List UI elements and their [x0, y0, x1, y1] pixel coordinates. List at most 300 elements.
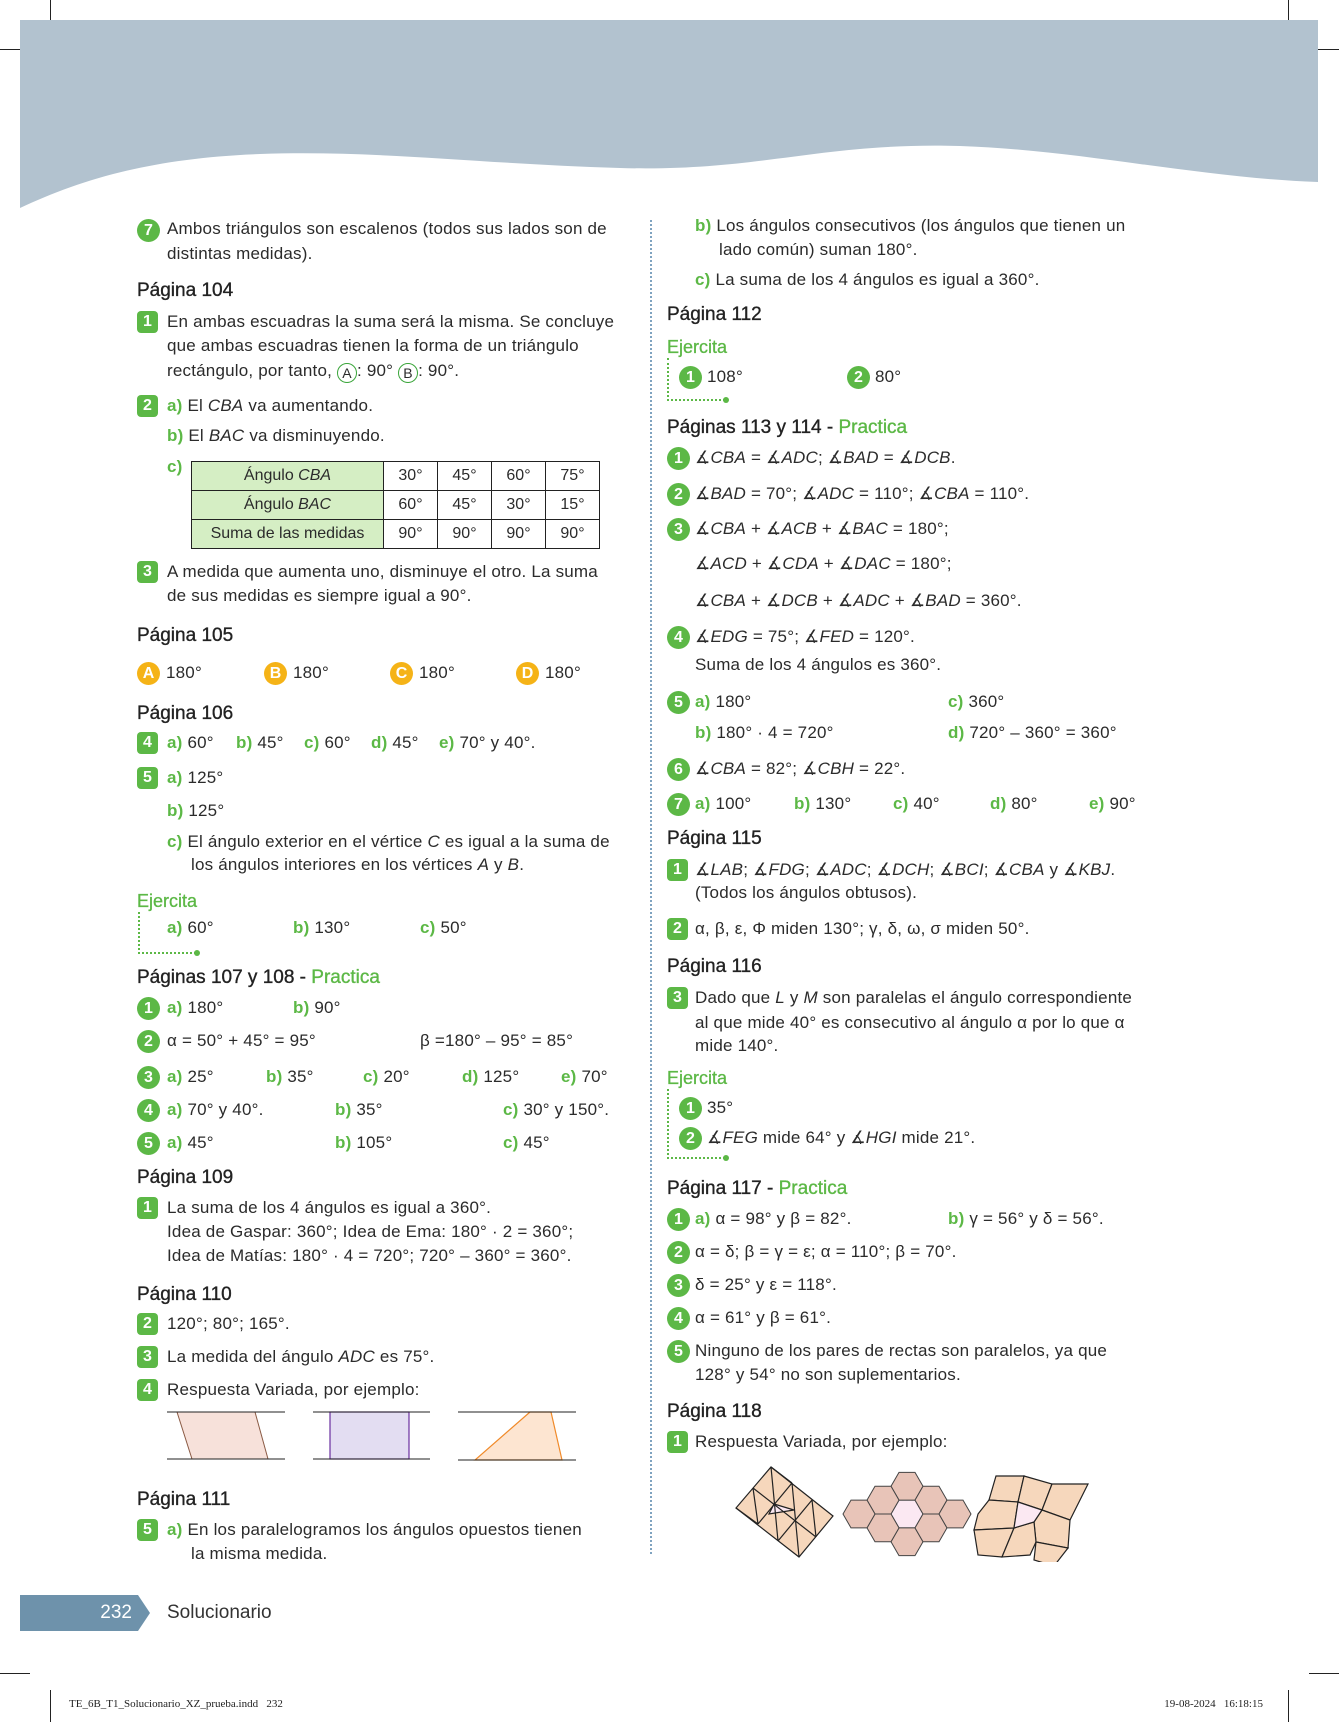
sub-item-label: e) — [439, 733, 455, 752]
text-segment: va disminuyendo. — [244, 426, 385, 445]
answer-line — [167, 1197, 491, 1219]
text-segment: los ángulos interiores en los vértices — [191, 855, 478, 874]
math-variable: ADC — [338, 1347, 375, 1366]
sub-item-label: e) — [1089, 794, 1105, 813]
trapezoid-figure — [458, 1412, 576, 1460]
item-badge: 1 — [137, 997, 160, 1020]
text-segment: La medida del ángulo — [167, 1347, 339, 1366]
sub-item-label: a) — [695, 1209, 711, 1228]
math-variable: B — [507, 855, 520, 874]
parallel-lines-figures — [160, 1405, 590, 1467]
item-badge: 4 — [137, 1099, 160, 1122]
text-segment: ∡ — [695, 484, 711, 503]
triangle-tiling — [736, 1467, 833, 1557]
text-segment: = 22°. — [854, 759, 906, 778]
sub-item-label: c) — [503, 1100, 519, 1119]
section-heading: Página 118 — [667, 1401, 762, 1422]
text-segment: 25° — [182, 1067, 214, 1086]
text-segment: + ∡ — [746, 591, 782, 610]
answer-line — [695, 758, 905, 780]
answer-part — [420, 1030, 573, 1052]
text-segment: 90° — [1104, 794, 1136, 813]
text-segment: ; ∡ — [804, 860, 831, 879]
answer-part — [948, 691, 1004, 713]
sub-item-label: b) — [695, 216, 712, 235]
section-heading: Página 105 — [137, 625, 234, 646]
math-variable: HGI — [865, 1128, 897, 1147]
answer-part — [266, 1066, 314, 1088]
answer-line — [695, 987, 1132, 1009]
text-segment: es 75°. — [375, 1347, 435, 1366]
text-segment: mide 64° y ∡ — [758, 1128, 866, 1147]
table-row — [192, 520, 600, 549]
math-variable: ACB — [781, 519, 817, 538]
section-heading: Página 109 — [137, 1167, 234, 1188]
answer-line — [167, 360, 459, 383]
sub-item-label: b) — [167, 801, 184, 820]
text-segment: rectángulo, por tanto, — [167, 361, 337, 380]
text-segment: ∡ — [695, 759, 711, 778]
math-variable: BAD — [843, 448, 879, 467]
section-heading: Página 111 — [137, 1489, 231, 1510]
item-badge: 2 — [137, 395, 158, 417]
math-variable: DCB — [914, 448, 951, 467]
text-segment: + ∡ — [818, 554, 855, 573]
math-variable: C — [427, 832, 440, 851]
sub-item-label: b) — [266, 1067, 283, 1086]
item-badge: 2 — [847, 366, 870, 389]
answer-part — [503, 1132, 550, 1154]
answer-line — [167, 1379, 420, 1401]
sub-item-label: b) — [948, 1209, 965, 1228]
text-segment: 120°; 80°; 165°. — [167, 1314, 290, 1333]
hexagon-tiling — [843, 1472, 971, 1555]
answer-value: 180° — [293, 663, 329, 682]
table-row — [192, 462, 600, 491]
text-segment: ∡ — [695, 627, 711, 646]
answer-line — [695, 1241, 957, 1263]
answer-part — [371, 732, 419, 754]
text-segment: 20° — [378, 1067, 410, 1086]
text-segment: Los ángulos consecutivos (los ángulos que tienen un — [711, 216, 1126, 235]
text-segment: de sus medidas es siempre igual a 90°. — [167, 586, 472, 605]
pentagon-tiling — [974, 1476, 1088, 1562]
sub-item-label: c) — [503, 1133, 519, 1152]
ejercita-heading: Ejercita — [667, 1068, 728, 1088]
crop-mark — [0, 1673, 30, 1674]
text-segment: 35° — [707, 1098, 734, 1117]
text-segment: Ángulo — [243, 496, 299, 513]
answer-line — [695, 1431, 948, 1453]
text-segment: ∡ — [707, 1128, 723, 1147]
letter-badge: D — [516, 662, 539, 685]
sub-item-label: c) — [167, 832, 183, 851]
parallelogram-figure — [167, 1412, 285, 1459]
text-segment: 105° — [351, 1133, 393, 1152]
sub-item-label: b) — [335, 1133, 352, 1152]
sub-item-label: c) — [167, 457, 183, 476]
text-segment: . — [519, 855, 525, 874]
math-variable: ADC — [853, 591, 890, 610]
answer-line — [167, 585, 472, 607]
answer-line — [695, 1340, 1107, 1362]
sub-item-label: d) — [371, 733, 388, 752]
text-segment: ∡ — [695, 519, 711, 538]
column-divider — [650, 220, 652, 1554]
math-variable: LAB — [710, 860, 744, 879]
text-segment: α = 98° y β = 82°. — [710, 1209, 852, 1228]
text-segment: = ∡ — [878, 448, 915, 467]
math-variable: ADC — [817, 484, 855, 503]
text-segment: = 360°. — [960, 591, 1022, 610]
answer-part — [335, 1132, 392, 1154]
answer-line — [695, 882, 917, 904]
item-badge: 1 — [137, 1197, 158, 1219]
section-heading — [667, 1177, 847, 1201]
circled-letter: A — [337, 363, 357, 383]
text-segment: 60° — [182, 918, 214, 937]
text-segment: δ = 25° y ε = 118°. — [695, 1275, 837, 1294]
letter-badge: C — [390, 662, 413, 685]
text-segment: va aumentando. — [243, 396, 374, 415]
answer-line — [695, 269, 1040, 291]
math-variable: CBA — [298, 467, 332, 484]
crop-mark — [50, 1690, 51, 1722]
item-badge: 3 — [667, 987, 688, 1009]
item-badge: 5 — [667, 691, 690, 714]
table-row — [192, 491, 600, 520]
cell: 45° — [438, 491, 492, 520]
answer-line — [695, 447, 956, 469]
sub-item-label: d) — [462, 1067, 479, 1086]
text-segment: 128° y 54° no son suplementarios. — [695, 1365, 961, 1384]
text-segment: 360° — [963, 692, 1005, 711]
tiling-figures — [734, 1462, 1094, 1562]
answer-part — [167, 917, 214, 939]
cell: 15° — [546, 491, 600, 520]
item-badge: 3 — [137, 561, 158, 583]
item-badge: 5 — [667, 1340, 690, 1363]
answer-part — [167, 997, 223, 1019]
answer-part — [420, 917, 467, 939]
math-variable: BAC — [208, 426, 245, 445]
answer-part — [167, 767, 223, 789]
answer-line — [695, 1012, 1125, 1034]
item-badge: 5 — [137, 767, 158, 789]
text-segment: al que mide 40° es consecutivo al ángulo α por lo que α — [695, 1013, 1125, 1032]
answer-part — [561, 1066, 608, 1088]
answer-part — [503, 1099, 609, 1121]
text-segment: Idea de Gaspar: 360°; Idea de Ema: 180° · 2 = 360°; — [167, 1222, 574, 1241]
item-badge: 4 — [667, 626, 690, 649]
text-segment: ∡ — [695, 860, 711, 879]
item-badge: 6 — [667, 758, 690, 781]
text-segment: 125° — [183, 801, 225, 820]
answer-part — [439, 732, 536, 754]
section-heading: Página 116 — [667, 956, 762, 977]
math-variable: M — [803, 988, 818, 1007]
text-segment: + ∡ — [746, 554, 783, 573]
answer-line — [695, 590, 1022, 612]
text-segment: La suma de los 4 ángulos es igual a 360°. — [167, 1198, 492, 1217]
text-segment: 45° — [518, 1133, 550, 1152]
item-badge: 2 — [137, 1030, 160, 1053]
section-heading: Página 110 — [137, 1284, 232, 1305]
text-segment: γ = 56° y δ = 56°. — [964, 1209, 1104, 1228]
text-segment: (Todos los ángulos obtusos). — [695, 883, 918, 902]
text-segment: ∡ — [695, 448, 711, 467]
sub-item-label: c) — [363, 1067, 379, 1086]
text-segment: α = δ; β = γ = ε; α = 110°; β = 70°. — [695, 1242, 957, 1261]
text-segment: Dado que — [695, 988, 776, 1007]
sub-item-label: a) — [167, 1520, 183, 1539]
text-segment: El — [182, 396, 208, 415]
cell: 60° — [384, 491, 438, 520]
answer-part — [167, 1066, 214, 1088]
answer-line — [695, 1364, 961, 1386]
text-segment: 70° y 40°. — [454, 733, 536, 752]
text-segment: distintas medidas). — [167, 244, 313, 263]
math-variable: BAD — [710, 484, 747, 503]
text-segment: ∡ — [695, 591, 711, 610]
text-segment: La suma de los 4 ángulos es igual a 360°. — [710, 270, 1040, 289]
text-segment: 45° — [387, 733, 419, 752]
item-badge: 7 — [667, 793, 690, 816]
text-segment: Ninguno de los pares de rectas son paralelos, ya que — [695, 1341, 1108, 1360]
sub-item-label: b) — [335, 1100, 352, 1119]
math-variable: BAC — [298, 496, 332, 513]
text-segment: ∡ — [695, 554, 711, 573]
cell: 30° — [492, 491, 546, 520]
text-segment: ; ∡ — [929, 860, 955, 879]
answer-part — [893, 793, 940, 815]
answer-part — [167, 1099, 264, 1121]
sub-item-label: b) — [236, 733, 253, 752]
item-badge: 1 — [137, 311, 158, 333]
text-segment: 30° y 150°. — [518, 1100, 610, 1119]
text-segment: es igual a la suma de — [439, 832, 610, 851]
text-segment: = 180°; — [887, 519, 949, 538]
text-segment: + ∡ — [817, 591, 854, 610]
text-segment: Ambos triángulos son escalenos (todos sus lados son de — [167, 219, 607, 238]
answer-value: 180° — [166, 663, 202, 682]
answer-part — [293, 997, 341, 1019]
cell: 90° — [492, 520, 546, 549]
item-badge: 3 — [667, 1274, 690, 1297]
math-variable: L — [775, 988, 785, 1007]
item-badge: 7 — [137, 219, 160, 242]
answer-line — [719, 239, 918, 261]
math-variable: BAC — [852, 519, 888, 538]
circled-letter: B — [398, 363, 418, 383]
text-segment: mide 21°. — [896, 1128, 976, 1147]
section-heading — [137, 966, 380, 990]
item-badge: 1 — [667, 859, 688, 881]
math-variable: DCH — [892, 860, 930, 879]
text-segment: ; ∡ — [983, 860, 1010, 879]
math-variable: CBA — [710, 519, 747, 538]
item-badge: 3 — [137, 1346, 158, 1368]
sub-item-label: a) — [167, 1100, 183, 1119]
math-variable: CDA — [782, 554, 819, 573]
item-badge: 4 — [137, 1379, 158, 1401]
text-segment: = 180°; — [890, 554, 952, 573]
text-segment: 100° — [710, 794, 752, 813]
text-segment: 180° — [182, 998, 224, 1017]
sub-item-label: e) — [561, 1067, 577, 1086]
math-variable: CBA — [1009, 860, 1045, 879]
heading-text: Páginas 113 y 114 - — [667, 417, 839, 438]
cell: 90° — [546, 520, 600, 549]
text-segment: = 110°. — [969, 484, 1030, 503]
math-variable: DAC — [854, 554, 891, 573]
math-variable: CBA — [207, 396, 244, 415]
text-segment: 720° – 360° = 360° — [964, 723, 1117, 742]
text-segment: 45° — [252, 733, 284, 752]
sub-item-label: c) — [420, 918, 436, 937]
answer-part — [948, 1208, 1104, 1230]
answer-line — [695, 1274, 837, 1296]
slug-filename: TE_6B_T1_Solucionario_XZ_prueba.indd 232 — [69, 1698, 283, 1710]
text-segment: Respuesta Variada, por ejemplo: — [695, 1432, 948, 1451]
section-heading — [667, 416, 907, 440]
text-segment: + ∡ — [889, 591, 926, 610]
answer-part — [948, 722, 1117, 744]
sub-item-label: c) — [695, 270, 711, 289]
text-segment: El ángulo exterior en el vértice — [182, 832, 428, 851]
answer-part — [236, 732, 284, 754]
text-segment: y ∡ — [1044, 860, 1079, 879]
text-segment: Idea de Matías: 180° · 4 = 720°; 720° – 360° = 360°. — [167, 1246, 572, 1265]
cell: 60° — [492, 462, 546, 491]
text-segment: α = 50° + 45° = 95° — [167, 1031, 316, 1050]
math-variable: ADC — [830, 860, 867, 879]
text-segment: la misma medida. — [191, 1544, 328, 1563]
item-badge: 2 — [667, 483, 690, 506]
text-segment: A medida que aumenta uno, disminuye el otro. La suma — [167, 562, 598, 581]
text-segment: + ∡ — [746, 519, 782, 538]
item-badge: 3 — [137, 1066, 160, 1089]
item-badge: 1 — [667, 1431, 688, 1453]
text-segment: = 110°; ∡ — [854, 484, 935, 503]
sub-item-label: c) — [304, 733, 320, 752]
text-segment: : 90°. — [418, 361, 460, 380]
answer-line — [167, 456, 183, 478]
text-segment: 45° — [182, 1133, 214, 1152]
text-segment: 35° — [282, 1067, 314, 1086]
answer-line — [167, 243, 313, 265]
text-segment: son paralelas el ángulo correspondiente — [817, 988, 1133, 1007]
item-badge: 2 — [667, 1241, 690, 1264]
text-segment: = 120°. — [854, 627, 915, 646]
section-heading: Página 115 — [667, 828, 762, 849]
text-segment: 180° — [710, 692, 752, 711]
text-segment: 60° — [319, 733, 351, 752]
text-segment: ; ∡ — [743, 860, 769, 879]
answer-part — [293, 917, 350, 939]
answer-line — [167, 1221, 573, 1243]
answer-part — [695, 691, 751, 713]
answer-line — [695, 859, 1115, 881]
math-variable: FEG — [722, 1128, 758, 1147]
text-segment: 130° — [309, 918, 351, 937]
sub-item-label: b) — [695, 723, 712, 742]
text-segment: ; ∡ — [866, 860, 893, 879]
answer-line — [695, 553, 952, 575]
text-segment: : 90° — [357, 361, 399, 380]
answer-line — [167, 425, 385, 447]
sub-item-label: a) — [167, 1133, 183, 1152]
math-variable: CBA — [710, 759, 747, 778]
text-segment: 125° — [182, 768, 224, 787]
ejercita-heading: Ejercita — [137, 891, 198, 911]
text-segment: 60° — [182, 733, 214, 752]
text-segment: y — [784, 988, 804, 1007]
answer-value: 180° — [545, 663, 581, 682]
answer-part — [335, 1099, 383, 1121]
sub-item-label: a) — [167, 768, 183, 787]
rectangle-figure — [313, 1412, 430, 1459]
text-segment: 70° — [576, 1067, 608, 1086]
item-badge: 5 — [137, 1132, 160, 1155]
sub-item-label: b) — [293, 918, 310, 937]
item-badge: 1 — [667, 447, 690, 470]
answer-line — [707, 1127, 975, 1149]
answer-part — [695, 1208, 852, 1230]
answer-line — [695, 483, 1029, 505]
item-badge: 1 — [679, 1097, 702, 1120]
section-heading: Página 104 — [137, 280, 234, 301]
answer-line — [191, 1543, 327, 1565]
crop-mark — [1309, 1673, 1339, 1674]
cell: 75° — [546, 462, 600, 491]
letter-badge: A — [137, 662, 160, 685]
answer-line — [695, 1035, 778, 1057]
slug-date: 19-08-2024 16:18:15 — [1164, 1698, 1263, 1710]
answer-line — [167, 335, 579, 357]
answer-part — [167, 1030, 316, 1052]
cell: 90° — [384, 520, 438, 549]
answer-line — [167, 1245, 572, 1267]
math-variable: CBA — [710, 591, 747, 610]
answer-line — [167, 1519, 582, 1541]
text-segment: mide 140°. — [695, 1036, 779, 1055]
heading-text: Página 117 - — [667, 1178, 779, 1199]
text-segment: = 75°; ∡ — [747, 627, 820, 646]
text-segment: . — [950, 448, 956, 467]
text-segment: 80° — [1006, 794, 1038, 813]
text-segment: y — [489, 855, 508, 874]
math-variable: KBJ — [1078, 860, 1111, 879]
answer-line — [167, 1346, 434, 1368]
text-segment: que ambas escuadras tienen la forma de un triángulo — [167, 336, 579, 355]
text-segment: 70° y 40°. — [182, 1100, 264, 1119]
math-variable: A — [477, 855, 490, 874]
math-variable: BCI — [954, 860, 984, 879]
text-segment: 50° — [435, 918, 467, 937]
item-badge: 1 — [679, 366, 702, 389]
row-label — [192, 462, 384, 491]
answer-line — [191, 854, 524, 876]
sub-item-label: a) — [167, 918, 183, 937]
text-segment: + ∡ — [817, 519, 853, 538]
sub-item-label: b) — [794, 794, 811, 813]
answer-line — [695, 518, 949, 540]
text-segment: En ambas escuadras la suma será la misma. Se concluye — [167, 312, 615, 331]
sub-item-label: a) — [695, 794, 711, 813]
sub-item-label: c) — [948, 692, 964, 711]
answer-line — [167, 561, 598, 583]
